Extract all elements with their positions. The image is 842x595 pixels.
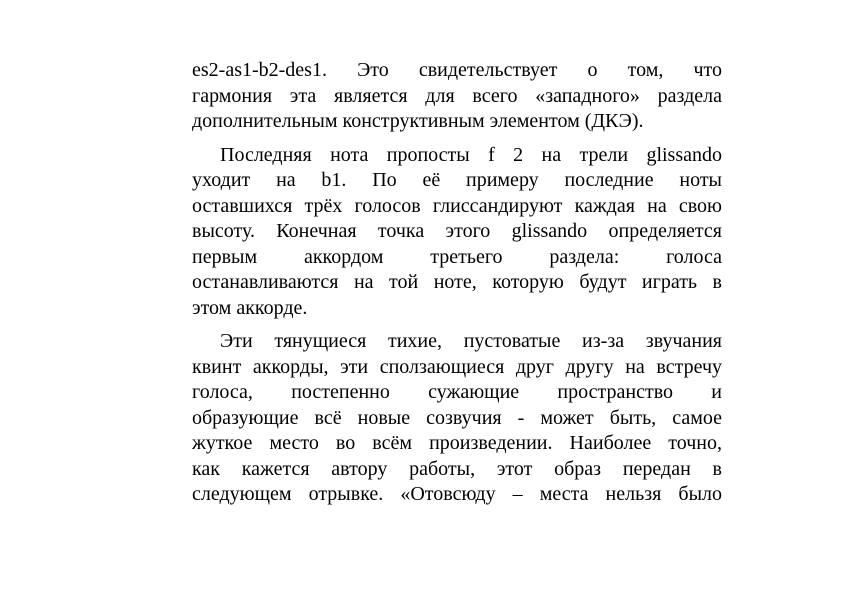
text-line: голоса, постепенно сужающие пространство и — [192, 381, 722, 403]
text-line: жуткое место во всём произведении. Наиболее точно, — [192, 432, 722, 454]
text-line: как кажется автору работы, этот образ передан в — [192, 457, 722, 480]
paragraph-3 — [192, 329, 722, 508]
text-line: гармония эта является для всего «западного» раздела — [192, 84, 722, 107]
text-line: дополнительным конструктивным элементом (ДКЭ). — [192, 110, 644, 132]
text-column — [192, 58, 722, 508]
text-line: образующие всё новые созвучия - может быть, самое — [192, 406, 722, 429]
text-line: первым аккордом третьего раздела: голоса — [192, 245, 722, 268]
text-line: уходит на b1. По её примеру последние ноты — [192, 169, 722, 191]
text-line: Эти тянущиеся тихие, пустоватые из-за звучания — [220, 330, 722, 352]
text-line: Последняя нота пропосты f 2 на трели glissando — [220, 143, 722, 166]
paragraph-2 — [192, 143, 722, 322]
text-line: es2-as1-b2-des1. Это свидетельствует о том, что — [192, 59, 722, 81]
text-line: квинт аккорды, эти сползающиеся друг другу на встречу — [192, 355, 722, 378]
text-line: этом аккорде. — [192, 296, 308, 319]
text-line: останавливаются на той ноте, которую будут играть в — [192, 271, 722, 293]
text-line: следующем отрывке. «Отовсюду – места нельзя было — [192, 483, 722, 505]
text-line: высоту. Конечная точка этого glissando определяется — [192, 220, 722, 242]
paragraph-1 — [192, 58, 722, 135]
paragraph-gap — [192, 135, 722, 143]
paragraph-gap — [192, 321, 722, 329]
text-line: оставшихся трёх голосов глиссандируют каждая на свою — [192, 194, 722, 217]
